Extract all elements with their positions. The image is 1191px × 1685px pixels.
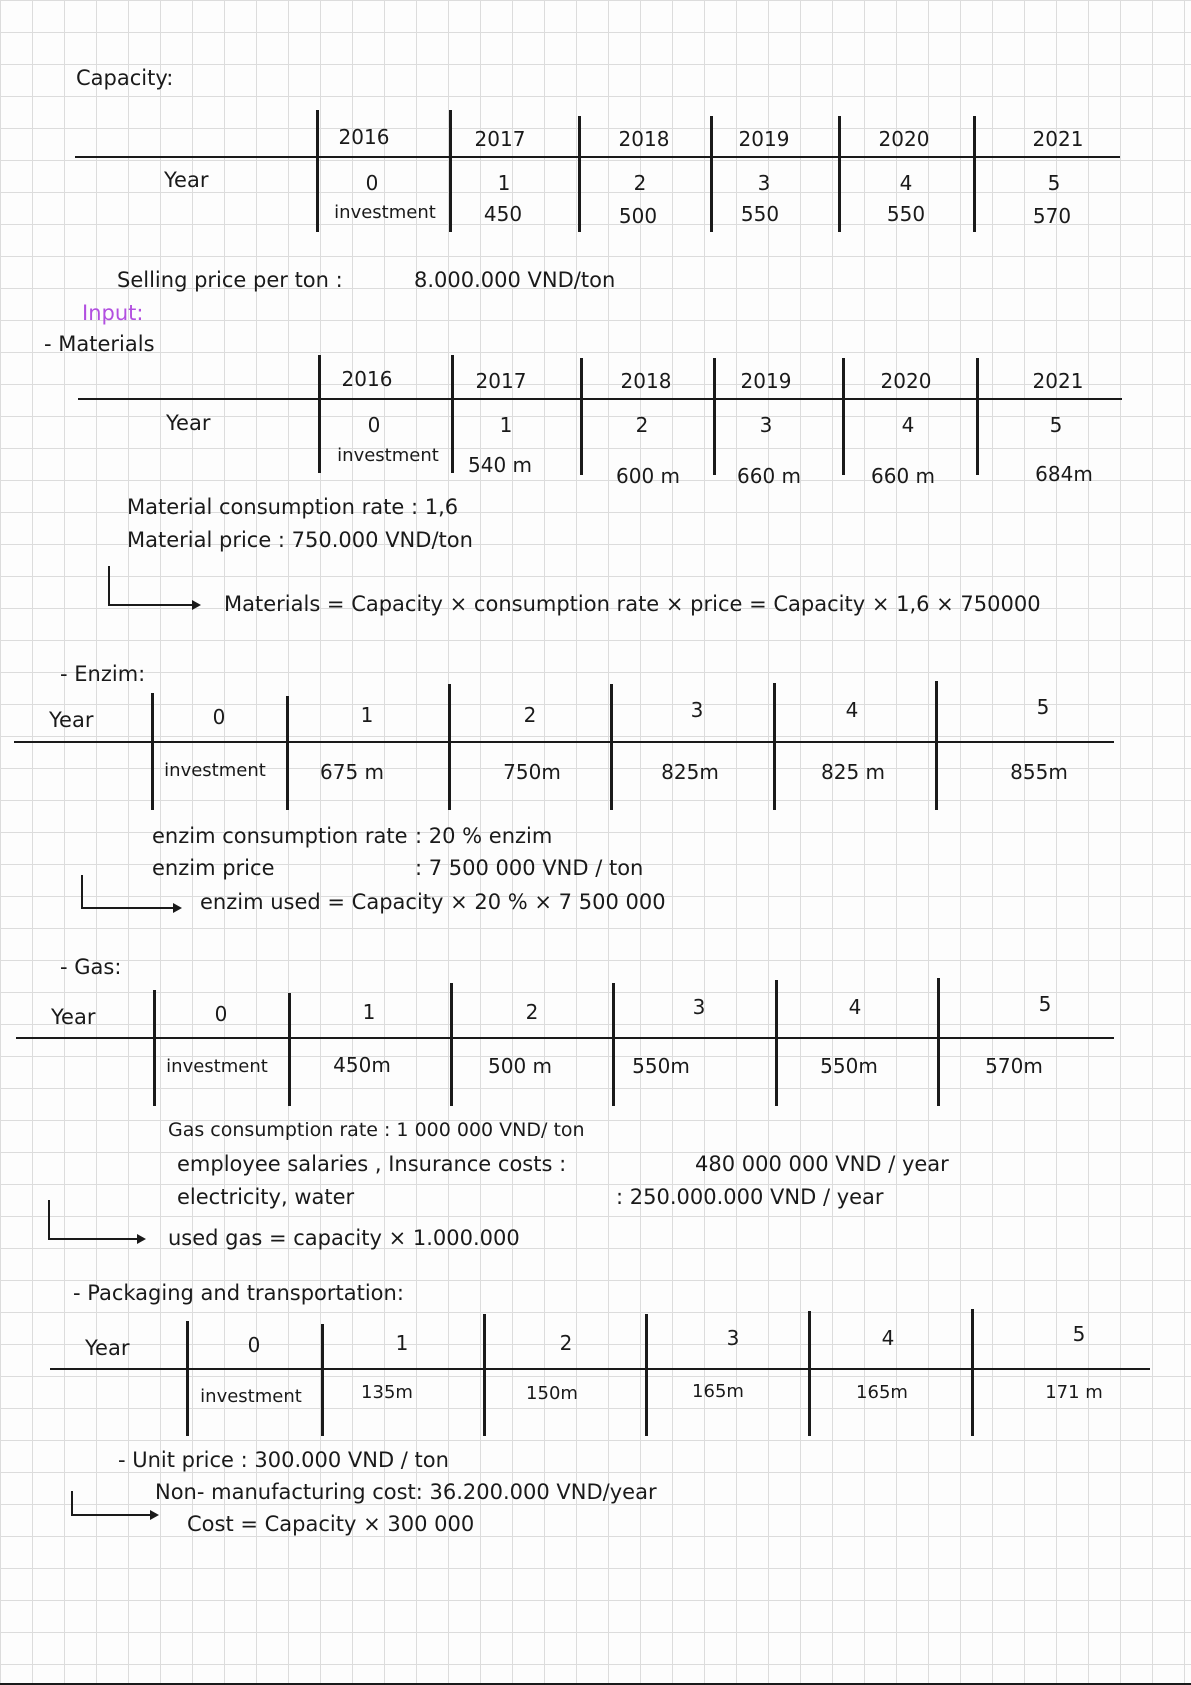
- packaging-index-5: 5: [1072, 1322, 1086, 1346]
- materials-value-2020: 660 m: [870, 464, 936, 488]
- packaging-index-0: 0: [247, 1333, 261, 1357]
- gas-sub-label: investment: [166, 1056, 268, 1077]
- selling-price-label: Selling price per ton :: [117, 268, 343, 292]
- capacity-year-2019: 2019: [738, 127, 790, 151]
- gas-consumption-rate: Gas consumption rate : 1 000 000 VND/ ton: [168, 1119, 585, 1141]
- enzim-row-label: Year: [49, 708, 94, 732]
- gas-value-3: 550m: [632, 1054, 690, 1078]
- gas-salaries-label: employee salaries , Insurance costs :: [177, 1152, 567, 1176]
- gas-value-5: 570m: [985, 1054, 1043, 1078]
- packaging-value-4: 165m: [856, 1382, 908, 1403]
- materials-row-label: Year: [166, 411, 211, 435]
- materials-value-2018: 600 m: [615, 464, 681, 488]
- gas-salaries-value: 480 000 000 VND / year: [695, 1152, 949, 1176]
- capacity-year-2018: 2018: [618, 127, 670, 151]
- packaging-index-4: 4: [881, 1326, 895, 1350]
- packaging-non-manufacturing: Non- manufacturing cost: 36.200.000 VND/year: [155, 1480, 657, 1504]
- materials-year-2020: 2020: [880, 369, 932, 393]
- capacity-value-2017: 450: [483, 202, 523, 226]
- enzim-value-4: 825 m: [820, 760, 886, 784]
- gas-value-2: 500 m: [487, 1054, 553, 1078]
- enzim-price-label: enzim price: [152, 856, 275, 880]
- packaging-row-label: Year: [85, 1336, 130, 1360]
- packaging-value-5: 171 m: [1045, 1382, 1103, 1403]
- enzim-index-4: 4: [845, 698, 859, 722]
- capacity-sub-label: investment: [334, 202, 436, 223]
- packaging-index-1: 1: [395, 1331, 409, 1355]
- materials-value-2019: 660 m: [736, 464, 802, 488]
- materials-value-2017: 540 m: [467, 453, 533, 477]
- gas-value-4: 550m: [820, 1054, 878, 1078]
- enzim-index-0: 0: [212, 705, 226, 729]
- packaging-value-1: 135m: [361, 1382, 413, 1403]
- capacity-index-1: 1: [497, 171, 511, 195]
- enzim-formula: enzim used = Capacity × 20 % × 7 500 000: [200, 890, 666, 914]
- materials-year-2018: 2018: [620, 369, 672, 393]
- packaging-unit-price: - Unit price : 300.000 VND / ton: [118, 1448, 449, 1472]
- capacity-row-label: Year: [164, 168, 209, 192]
- capacity-year-2017: 2017: [474, 127, 526, 151]
- materials-index-5: 5: [1049, 413, 1063, 437]
- materials-year-2017: 2017: [475, 369, 527, 393]
- packaging-value-3: 165m: [692, 1381, 744, 1402]
- packaging-heading: - Packaging and transportation:: [73, 1281, 404, 1305]
- packaging-index-2: 2: [559, 1331, 573, 1355]
- enzim-value-1: 675 m: [319, 760, 385, 784]
- enzim-consumption-value: : 20 % enzim: [415, 824, 553, 848]
- materials-sub-label: investment: [337, 445, 439, 466]
- packaging-value-2: 150m: [526, 1383, 578, 1404]
- enzim-index-5: 5: [1036, 695, 1050, 719]
- materials-index-2: 2: [635, 413, 649, 437]
- enzim-heading: - Enzim:: [60, 662, 146, 686]
- materials-index-0: 0: [367, 413, 381, 437]
- materials-index-4: 4: [901, 413, 915, 437]
- enzim-sub-label: investment: [164, 760, 266, 781]
- capacity-index-2: 2: [633, 171, 647, 195]
- materials-index-1: 1: [499, 413, 513, 437]
- enzim-price-value: : 7 500 000 VND / ton: [415, 856, 644, 880]
- gas-electricity-label: electricity, water: [177, 1185, 355, 1209]
- enzim-value-5: 855m: [1010, 760, 1068, 784]
- capacity-year-2020: 2020: [878, 127, 930, 151]
- materials-heading: - Materials: [44, 332, 155, 356]
- gas-formula: used gas = capacity × 1.000.000: [168, 1226, 520, 1250]
- gas-electricity-value: : 250.000.000 VND / year: [616, 1185, 884, 1209]
- enzim-index-2: 2: [523, 703, 537, 727]
- gas-index-2: 2: [525, 1000, 539, 1024]
- enzim-index-1: 1: [360, 703, 374, 727]
- input-heading: Input:: [82, 301, 144, 325]
- materials-year-2016: 2016: [341, 367, 393, 391]
- capacity-year-2021: 2021: [1032, 127, 1084, 151]
- materials-formula: Materials = Capacity × consumption rate × price = Capacity × 1,6 × 750000: [224, 592, 1041, 616]
- materials-index-3: 3: [759, 413, 773, 437]
- capacity-index-4: 4: [899, 171, 913, 195]
- capacity-value-2021: 570: [1032, 204, 1072, 228]
- capacity-value-2020: 550: [886, 202, 926, 226]
- capacity-index-5: 5: [1047, 171, 1061, 195]
- gas-index-0: 0: [214, 1002, 228, 1026]
- gas-index-3: 3: [692, 995, 706, 1019]
- enzim-value-3: 825m: [661, 760, 719, 784]
- gas-index-1: 1: [362, 1000, 376, 1024]
- enzim-index-3: 3: [690, 698, 704, 722]
- gas-value-1: 450m: [333, 1053, 391, 1077]
- materials-year-2021: 2021: [1032, 369, 1084, 393]
- gas-row-label: Year: [51, 1005, 96, 1029]
- enzim-consumption-label: enzim consumption rate: [152, 824, 408, 848]
- materials-consumption-rate: Material consumption rate : 1,6: [127, 495, 459, 519]
- gas-index-4: 4: [848, 995, 862, 1019]
- gas-index-5: 5: [1038, 992, 1052, 1016]
- packaging-index-3: 3: [726, 1326, 740, 1350]
- capacity-year-2016: 2016: [338, 125, 390, 149]
- capacity-value-2019: 550: [740, 202, 780, 226]
- materials-value-2021: 684m: [1035, 462, 1093, 486]
- materials-price: Material price : 750.000 VND/ton: [127, 528, 473, 552]
- capacity-value-2018: 500: [618, 204, 658, 228]
- capacity-index-0: 0: [365, 171, 379, 195]
- packaging-formula: Cost = Capacity × 300 000: [187, 1512, 475, 1536]
- enzim-value-2: 750m: [503, 760, 561, 784]
- selling-price-value: 8.000.000 VND/ton: [414, 268, 616, 292]
- capacity-heading: Capacity:: [76, 66, 174, 90]
- capacity-index-3: 3: [757, 171, 771, 195]
- materials-year-2019: 2019: [740, 369, 792, 393]
- packaging-sub-label: investment: [200, 1386, 302, 1407]
- gas-heading: - Gas:: [60, 955, 122, 979]
